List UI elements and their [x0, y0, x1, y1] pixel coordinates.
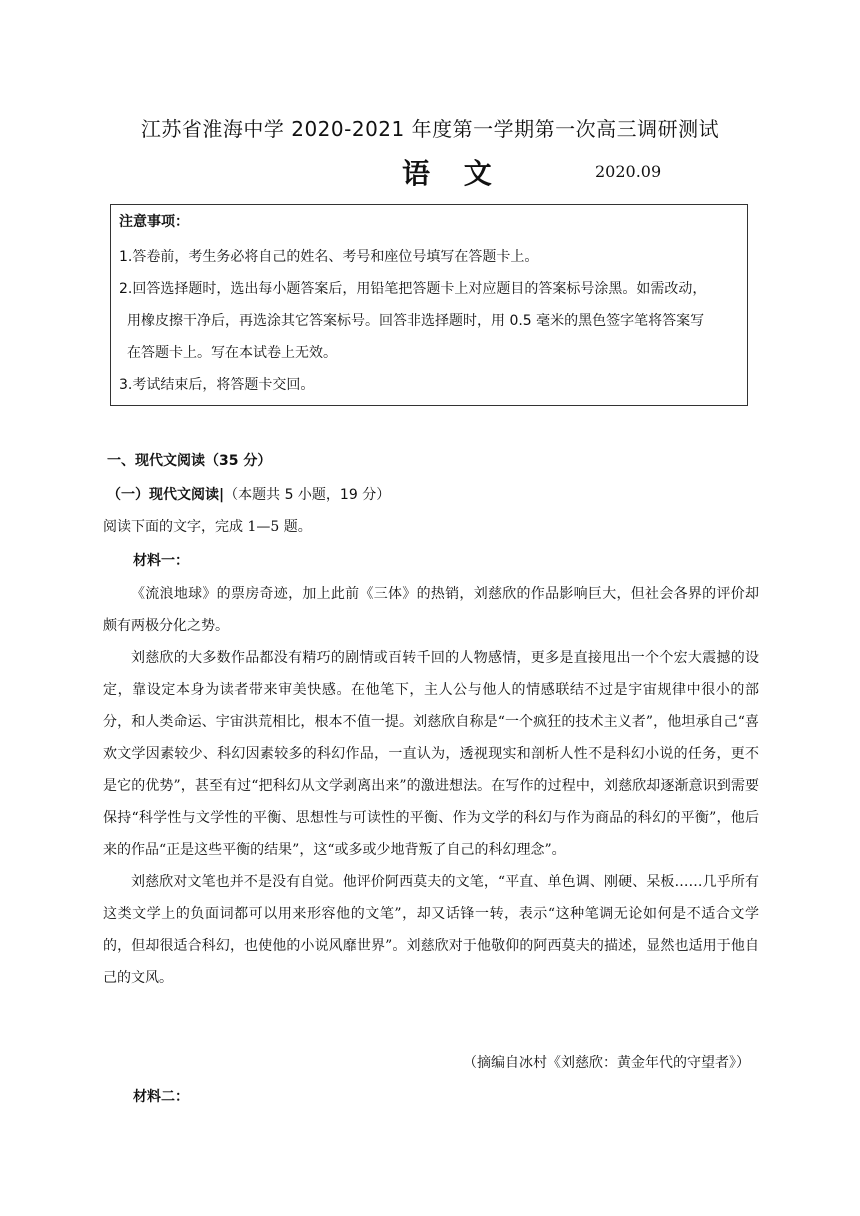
notice-line-3: 用橡皮擦干净后，再选涂其它答案标号。回答非选择题时，用 0.5 毫米的黑色签字笔将答案写 — [127, 313, 705, 329]
material-1-label: 材料一： — [133, 553, 189, 569]
section-heading: 一、现代文阅读（35 分） — [107, 453, 272, 469]
notice-line-1: 1.答卷前，考生务必将自己的姓名、考号和座位号填写在答题卡上。 — [119, 249, 539, 265]
notice-box — [110, 204, 748, 406]
exam-date: 2020.09 — [595, 162, 662, 181]
notice-line-5: 3.考试结束后，将答题卡交回。 — [119, 377, 315, 393]
material-1-body — [103, 578, 759, 994]
reading-instruction: 阅读下面的文字，完成 1—5 题。 — [103, 519, 312, 535]
notice-line-4: 在答题卡上。写在本试卷上无效。 — [127, 345, 337, 361]
material-1-source: （摘编自冰村《刘慈欣：黄金年代的守望者》） — [463, 1055, 750, 1071]
notice-title: 注意事项： — [119, 214, 189, 230]
paragraph: 刘慈欣对文笔也并不是没有自觉。他评价阿西莫夫的文笔，“平直、单色调、刚硬、呆板……几乎所有这类文学上的负面词都可以用来形容他的文笔”，却又话锋一转，表示“这种笔调无论如何是不适合文学的，但却很适合科幻，也使他的小说风靡世界”。刘慈欣对于他敬仰的阿西莫夫的描述，显然也适用于他自己的文风。 — [103, 874, 759, 986]
notice-line-2: 2.回答选择题时，选出每小题答案后，用铅笔把答题卡上对应题目的答案标号涂黑。如需改动， — [119, 281, 707, 297]
subsection-detail: （本题共 5 小题，19 分） — [224, 487, 391, 503]
material-2-label: 材料二： — [133, 1089, 189, 1105]
subject-title: 语 文 — [402, 157, 504, 190]
subsection-title: （一）现代文阅读| — [107, 487, 225, 503]
exam-title: 江苏省淮海中学 2020-2021 年度第一学期第一次高三调研测试 — [140, 117, 720, 141]
paragraph: 《流浪地球》的票房奇迹，加上此前《三体》的热销，刘慈欣的作品影响巨大，但社会各界的评价却颇有两极分化之势。 — [103, 586, 759, 634]
paragraph: 刘慈欣的大多数作品都没有精巧的剧情或百转千回的人物感情，更多是直接甩出一个个宏大震撼的设定，靠设定本身为读者带来审美快感。在他笔下，主人公与他人的情感联结不过是宇宙规律中很小的部分，和人类命运、宇宙洪荒相比，根本不值一提。刘慈欣自称是“一个疯狂的技术主义者”，他坦承自己“喜欢文学因素较少、科幻因素较多的科幻作品，一直认为，透视现实和剖析人性不是科幻小说的任务，更不是它的优势”，甚至有过“把科幻从文学剥离出来”的激进想法。在写作的过程中，刘慈欣却逐渐意识到需要保持“科学性与文学性的平衡、思想性与可读性的平衡、作为文学的科幻与作为商品的科幻的平衡”，他后来的作品“正是这些平衡的结果”，这“或多或少地背叛了自己的科幻理念”。 — [103, 650, 759, 858]
subsection-heading — [107, 484, 390, 504]
